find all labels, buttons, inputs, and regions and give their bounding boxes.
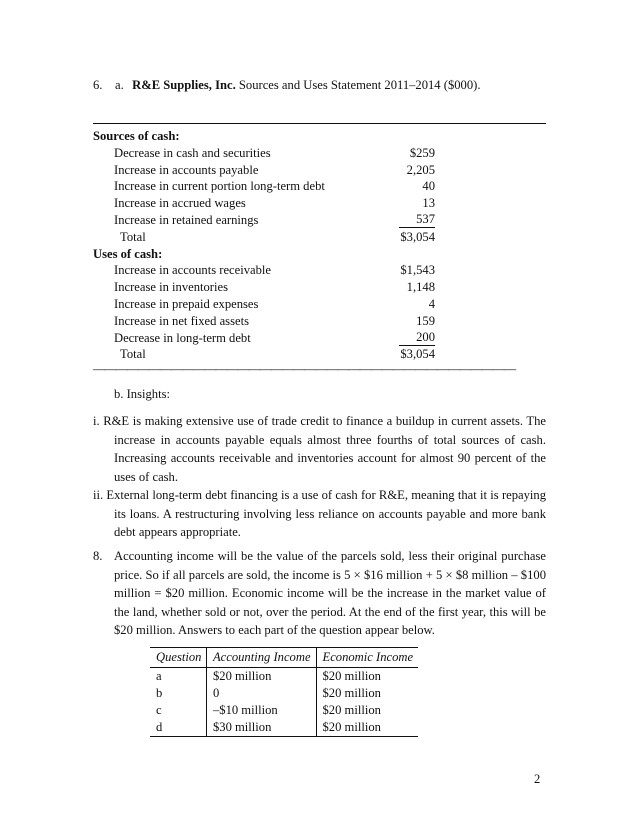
statement-row: [93, 212, 435, 229]
insight-point-i: [93, 412, 546, 486]
statement-row: [93, 279, 435, 296]
row-label: Increase in net fixed assets: [114, 313, 249, 328]
header-economic-income: Economic Income: [316, 648, 418, 668]
cell-accounting: 0: [206, 685, 316, 702]
income-table: [150, 647, 418, 737]
statement-row: [93, 296, 435, 313]
statement-bottom-separator: ——————————————————————————————————————: [93, 362, 515, 376]
cell-accounting: $20 million: [206, 668, 316, 686]
row-label: Increase in accounts receivable: [114, 263, 271, 278]
row-value: 2,205: [406, 162, 435, 177]
row-label: Increase in retained earnings: [114, 212, 259, 227]
row-label: Increase in current portion long-term debt: [114, 179, 325, 194]
cell-economic: $20 million: [316, 668, 418, 686]
row-value: 159: [416, 313, 435, 328]
insight-ii-text: ii. External long-term debt financing is a use of cash for R&E, meaning that it is repaying its loans. A restructuring involving less reliance on accounts payable and more bank debt appears appropriate.: [93, 488, 546, 540]
row-label: Increase in accrued wages: [114, 196, 246, 211]
row-value: 13: [422, 196, 435, 211]
table-row: [150, 702, 418, 719]
row-value: 1,148: [406, 280, 435, 295]
row-label: Decrease in long-term debt: [114, 330, 251, 345]
cell-question: a: [156, 669, 162, 683]
cell-question: c: [156, 703, 162, 717]
statement-row: [93, 262, 435, 279]
row-label: Decrease in cash and securities: [114, 145, 271, 160]
sources-header: Sources of cash:: [93, 129, 180, 143]
statement-row: [93, 195, 435, 212]
row-value: $259: [409, 145, 435, 160]
row-label: Increase in accounts payable: [114, 162, 259, 177]
problem-number: 6.: [93, 78, 103, 92]
page-number: 2: [534, 772, 541, 786]
insight-i-text: i. R&E is making extensive use of trade credit to finance a buildup in current assets. The increase in accounts payable equals almost three fourths of total sources of cash. Increasing accounts receivable and inventories account for almost 90 percent of the uses of cash.: [93, 414, 546, 484]
statement-row: [93, 330, 435, 347]
part-label: a.: [115, 78, 124, 92]
cell-question: d: [150, 719, 206, 737]
uses-header: Uses of cash:: [93, 246, 163, 261]
problem-8-number: 8.: [93, 549, 103, 563]
total-value: $3,054: [400, 229, 435, 244]
problem-8-body: Accounting income will be the value of the parcels sold, less their original purchase price. So if all parcels are sold, the income is 5 × $16 million + 5 × $8 million – $100 million = $20 million. Economic income will be the increase in the market value of the land, whether sold or not, over the period. At the end of the first year, this will be $20 million. Answers to each part of the question appear below.: [114, 549, 546, 638]
problem-6-heading: [93, 77, 480, 94]
row-label: Increase in inventories: [114, 280, 228, 295]
statement-top-rule: [93, 123, 546, 124]
table-row: [150, 668, 418, 686]
table-row: [150, 685, 418, 702]
table-row: [150, 719, 418, 737]
problem-8-text: [114, 547, 546, 640]
row-value: 200: [399, 330, 435, 346]
statement-row: [93, 145, 435, 162]
insight-point-ii: [93, 486, 546, 542]
total-label: Total: [120, 229, 146, 244]
statement-row: [93, 313, 435, 330]
row-value: 4: [428, 296, 435, 311]
company-name: R&E Supplies, Inc.: [132, 78, 236, 92]
row-value: $1,543: [400, 263, 435, 278]
total-label: Total: [120, 347, 146, 362]
sources-header-row: [93, 128, 435, 145]
statement-row: [93, 162, 435, 179]
header-question: Question: [150, 648, 206, 668]
statement-title: Sources and Uses Statement 2011–2014 ($000).: [238, 78, 481, 92]
statement-row: [93, 178, 435, 195]
cell-question: b: [156, 686, 163, 700]
row-value: 40: [422, 179, 435, 194]
insights-label: b. Insights:: [114, 387, 170, 401]
row-label: Increase in prepaid expenses: [114, 296, 259, 311]
cell-economic: $20 million: [316, 719, 418, 737]
income-table-header: [150, 648, 418, 668]
cell-economic: $20 million: [316, 702, 418, 719]
total-value: $3,054: [400, 347, 435, 362]
row-value: 537: [399, 212, 435, 228]
sources-total-row: [93, 229, 435, 246]
cell-economic: $20 million: [316, 685, 418, 702]
header-accounting-income: Accounting Income: [206, 648, 316, 668]
sources-uses-statement: [93, 128, 435, 363]
uses-header-row: [93, 246, 435, 263]
cell-accounting: $30 million: [206, 719, 316, 737]
cell-accounting: –$10 million: [206, 702, 316, 719]
